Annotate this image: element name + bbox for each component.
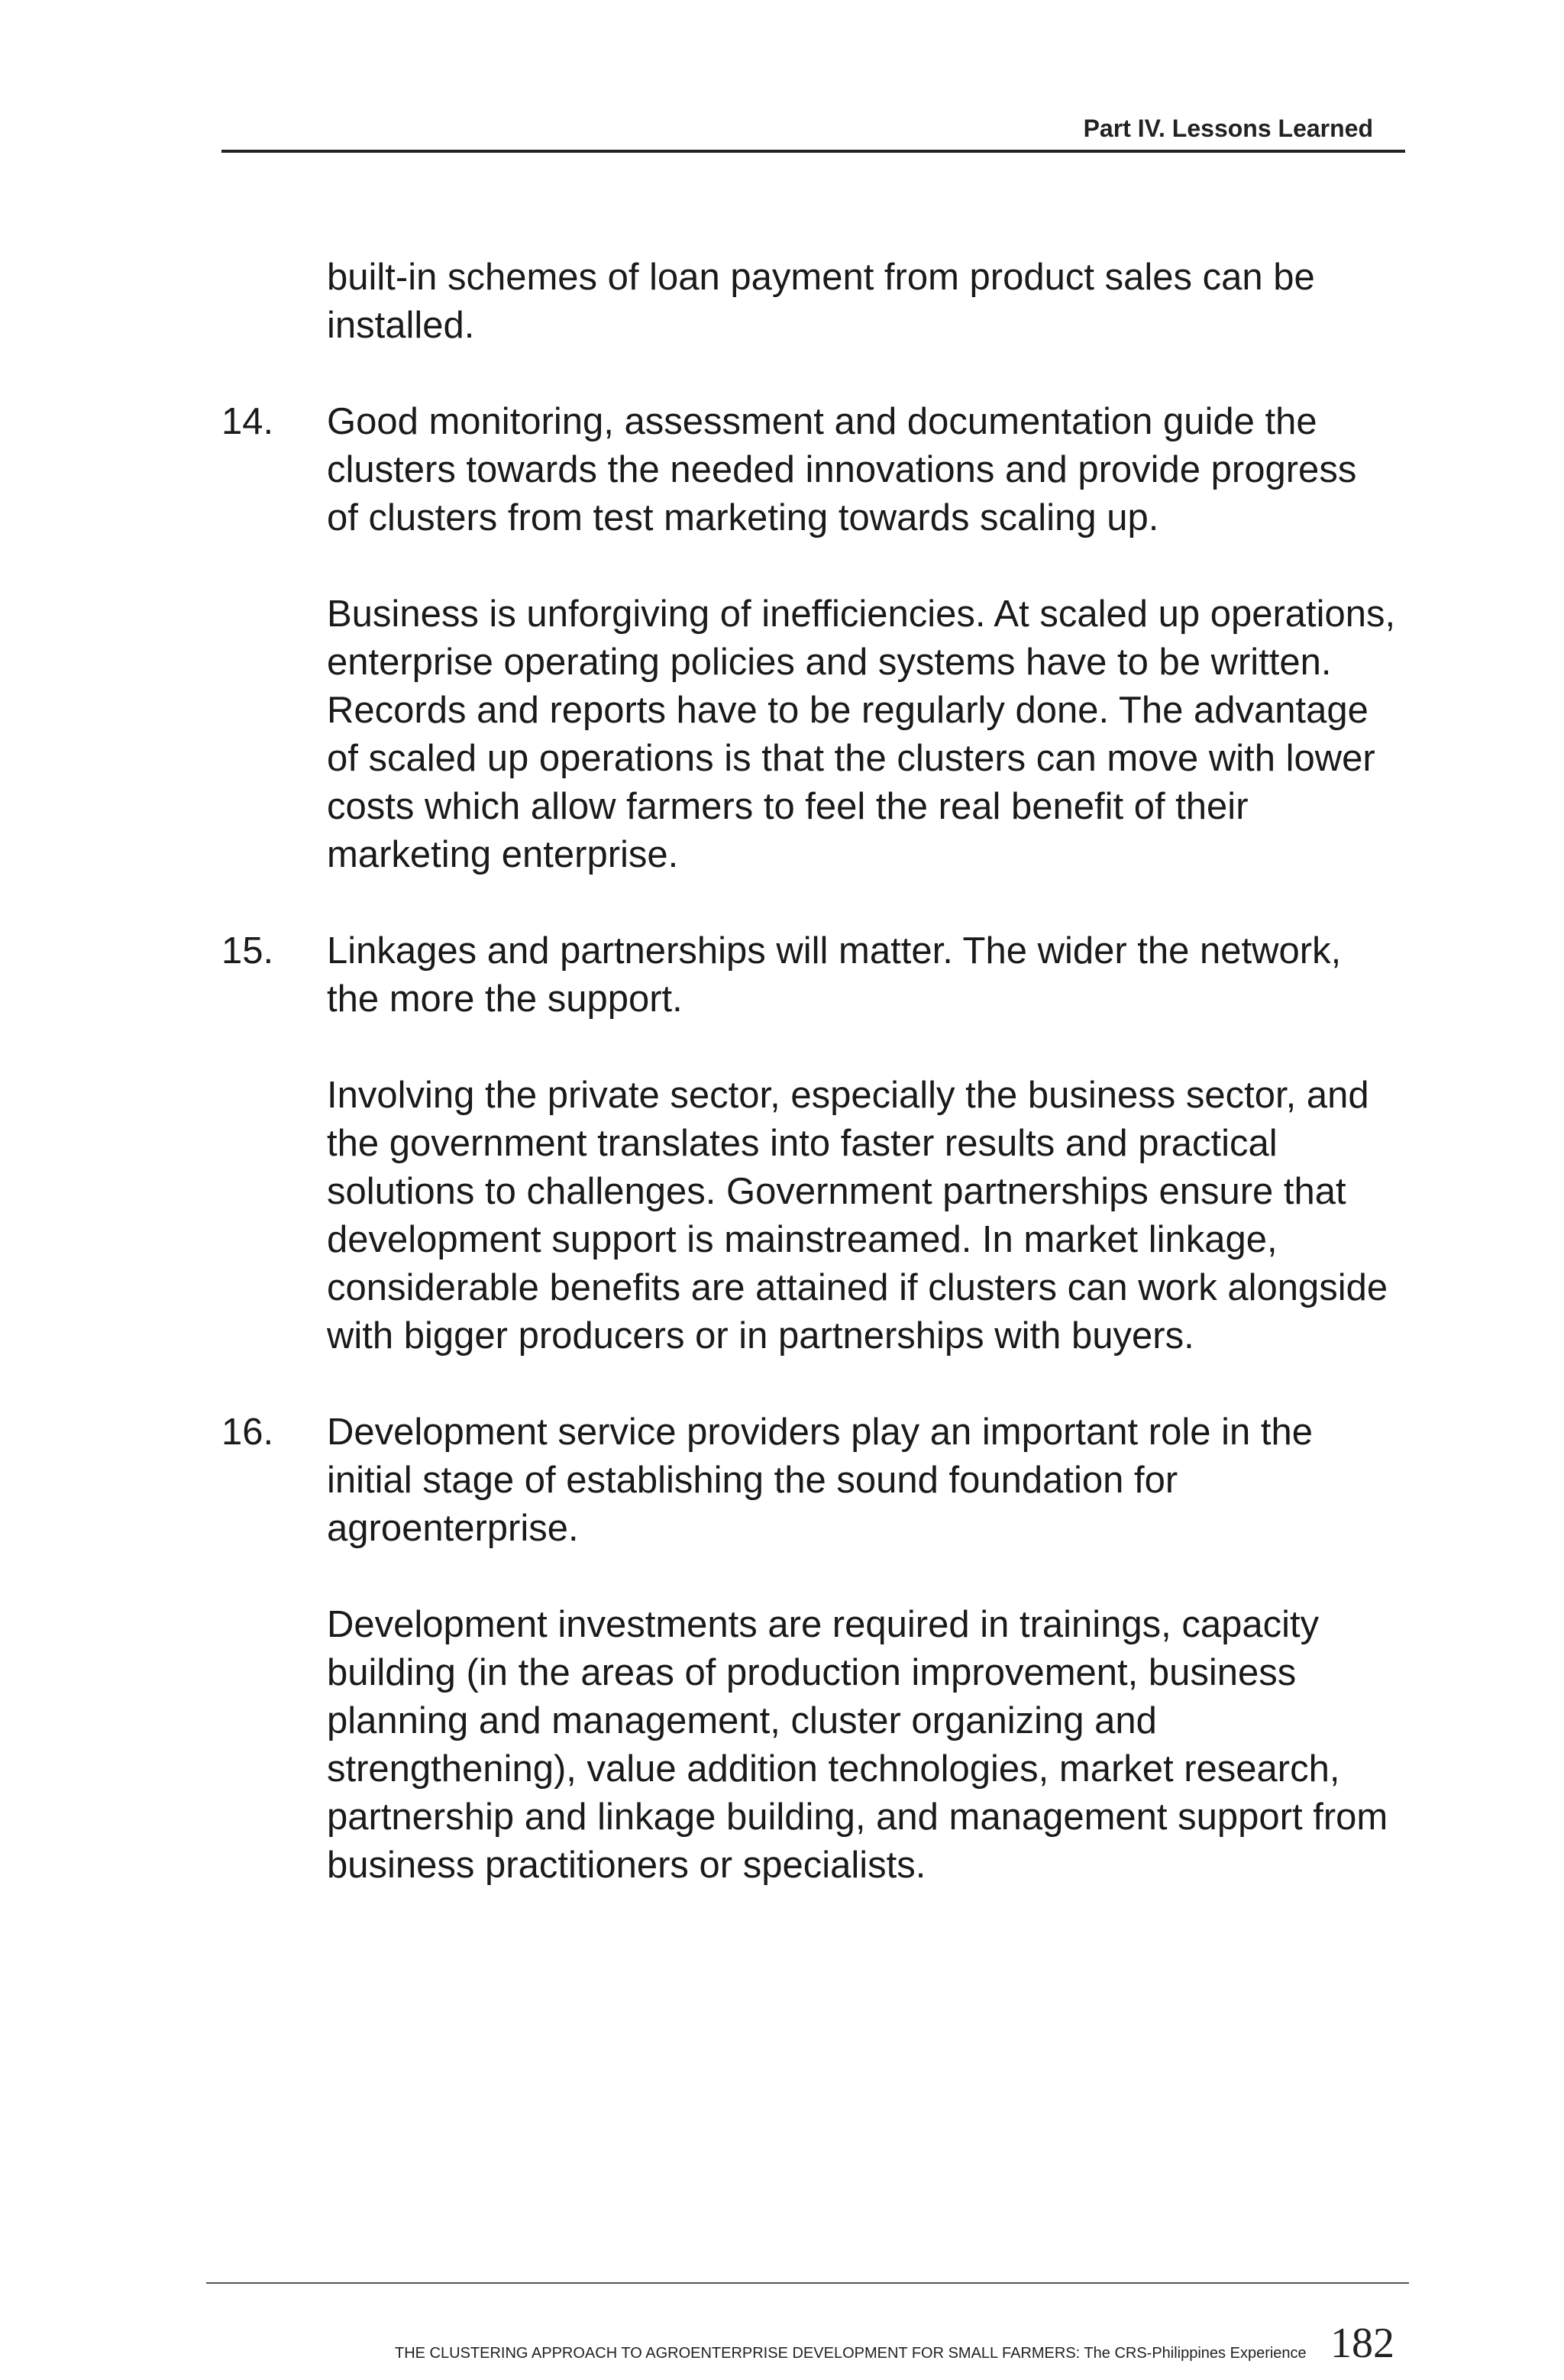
spacer	[221, 879, 1405, 927]
list-item-lead: Linkages and partnerships will matter. The wider the network, the more the support.	[327, 930, 1342, 1020]
spacer	[221, 1553, 1405, 1601]
spacer	[221, 1023, 1405, 1072]
list-item-14	[221, 398, 1405, 542]
list-item-detail: Involving the private sector, especially the business sector, and the government translates into faster results and practical solutions to challenges. Government partnerships ensure that development support is mainstreamed. In market linkage, considerable benefits are attained if clusters can work alongside with bigger producers or in partnerships with buyers.	[327, 1075, 1388, 1357]
list-item-number: 15.	[221, 930, 274, 972]
page-body	[221, 254, 1405, 1890]
list-item-lead: Development service providers play an important role in the initial stage of establishing the sound foundation for agroenterprise.	[327, 1412, 1313, 1549]
footer-rule	[206, 2282, 1409, 2284]
list-item-detail: Business is unforgiving of inefficiencies. At scaled up operations, enterprise operating policies and systems have to be written. Records and reports have to be regularly done. The advantage of scaled up operations is that the clusters can move with lower costs which allow farmers to feel the real benefit of their marketing enterprise.	[327, 593, 1396, 875]
footer-book-title: THE CLUSTERING APPROACH TO AGROENTERPRISE DEVELOPMENT FOR SMALL FARMERS: The CRS-Philippines Experience	[395, 2345, 1307, 2362]
header-rule	[221, 150, 1405, 153]
page-number: 182	[1330, 2320, 1394, 2367]
spacer	[221, 1360, 1405, 1408]
list-item-lead: Good monitoring, assessment and documentation guide the clusters towards the needed innovations and provide progress of clusters from test marketing towards scaling up.	[327, 401, 1357, 538]
list-item-number: 16.	[221, 1412, 274, 1453]
list-item-16	[221, 1408, 1405, 1553]
spacer	[221, 542, 1405, 590]
spacer	[221, 350, 1405, 398]
running-header: Part IV. Lessons Learned	[1083, 115, 1373, 142]
list-item-detail: Development investments are required in trainings, capacity building (in the areas of production improvement, business planning and management, cluster organizing and strengthening), value addition technologies, market research, partnership and linkage building, and management support from business practitioners or specialists.	[327, 1604, 1388, 1886]
continuation-paragraph: built-in schemes of loan payment from product sales can be installed.	[327, 257, 1315, 346]
list-item-15	[221, 927, 1405, 1023]
list-item-number: 14.	[221, 401, 274, 442]
